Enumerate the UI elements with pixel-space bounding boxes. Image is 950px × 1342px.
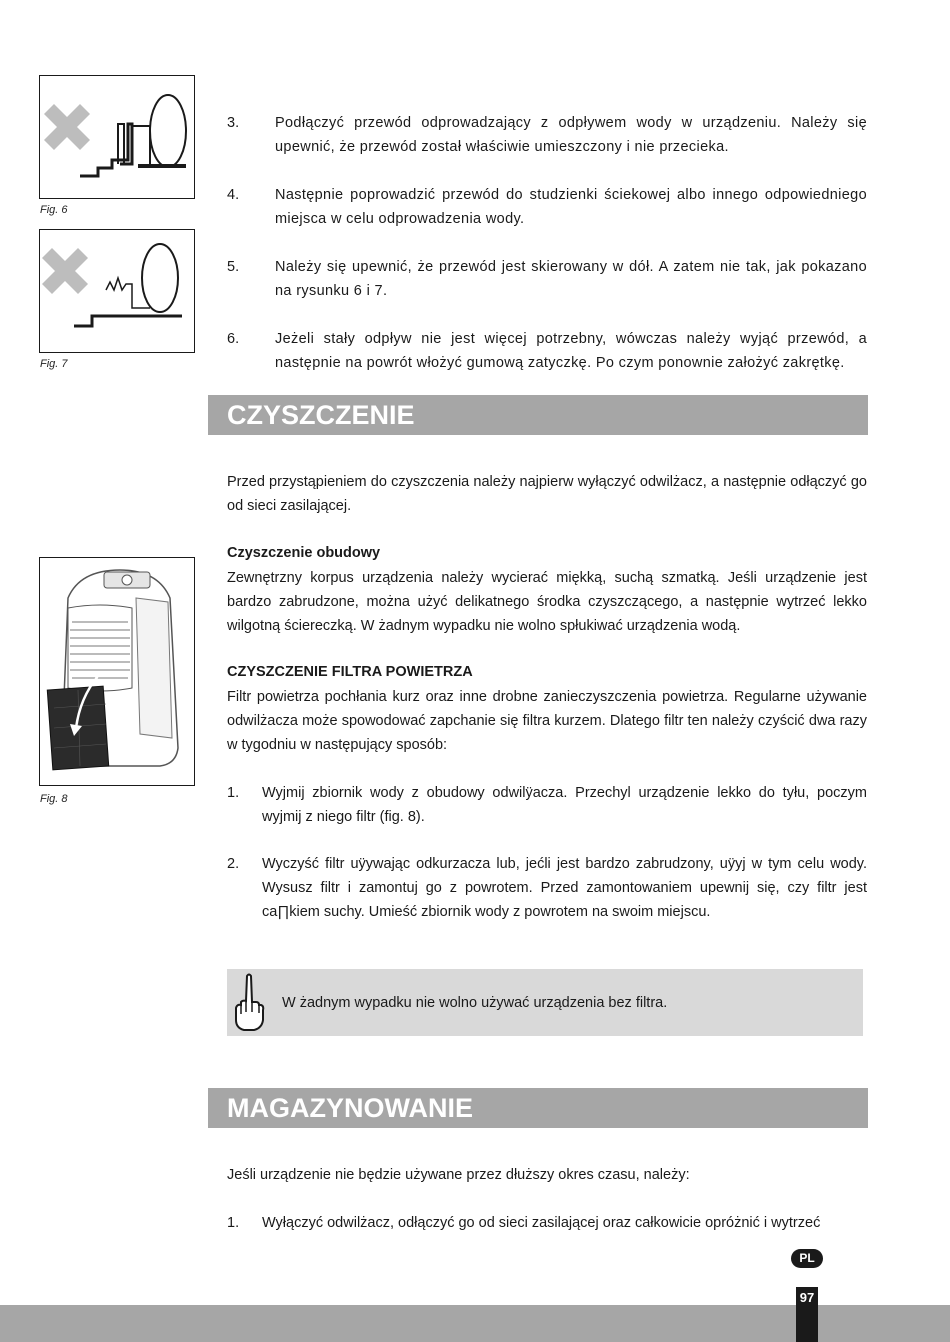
step-6-number: 6. bbox=[227, 331, 240, 347]
step-6-text: Jeżeli stały odpływ nie jest więcej potrzebny, wówczas należy wyjąć przewód, a następnie na powrót włożyć gumową zatyczkę. Po czym ponownie założyć zakrętkę. bbox=[275, 331, 867, 371]
filter-step-2-number: 2. bbox=[227, 856, 240, 872]
cross-icon bbox=[42, 248, 88, 294]
step-3-number: 3. bbox=[227, 115, 240, 131]
filter-step-1-number: 1. bbox=[227, 785, 240, 801]
storage-heading: MAGAZYNOWANIE bbox=[208, 1088, 868, 1128]
cleaning-intro: Przed przystąpieniem do czyszczenia należy najpierw wyłączyć odwilżacz, a następnie odłączyć go od sieci zasilającej. bbox=[227, 474, 867, 514]
housing-cleaning-text: Zewnętrzny korpus urządzenia należy wycierać miękką, suchą szmatką. Jeśli urządzenie jest bardzo zabrudzone, można użyć delikatnego środka czyszczącego, a następnie wytrzeć lekko wilgotną ściereczką. W żadnym wypadku nie wolno spłukiwać urządzenia wodą. bbox=[227, 570, 867, 634]
figure-7-image bbox=[39, 229, 195, 353]
filter-step-1-text: Wyjmij zbiornik wody z obudowy odwilÿacza. Przechyl urządzenie lekko do tyłu, poczym wyjmij z niego filtr (fig. 8). bbox=[262, 785, 867, 825]
language-badge: PL bbox=[791, 1249, 823, 1268]
figure-7-caption: Fig. 7 bbox=[40, 358, 68, 370]
filter-cleaning-text: Filtr powietrza pochłania kurz oraz inne drobne zanieczyszczenia powietrza. Regularne używanie odwilżacza może spowodować zapchanie się filtra kurzem. Dlatego filtr ten należy czyścić dwa razy w tygodniu w następujący sposób: bbox=[227, 689, 867, 753]
storage-step-1-number: 1. bbox=[227, 1215, 240, 1231]
step-5-number: 5. bbox=[227, 259, 240, 275]
step-6 bbox=[227, 327, 867, 375]
pointing-hand-icon bbox=[232, 972, 266, 1034]
step-4-number: 4. bbox=[227, 187, 240, 203]
cross-icon bbox=[44, 104, 90, 150]
filter-arrow-icon bbox=[47, 676, 108, 770]
filter-cleaning-heading: CZYSZCZENIE FILTRA POWIETRZA bbox=[227, 664, 473, 680]
filter-step-2-text: Wyczyść filtr uÿywając odkurzacza lub, jećli jest bardzo zabrudzony, uÿyj w tym celu wody. Wysusz filtr i zamontuj go z powrotem. Przed zamontowaniem upewnij się, czy filtr jest ca∏kiem suchy. Umieść zbiornik wody z powrotem na swoim miejscu. bbox=[262, 856, 867, 920]
step-3-text: Podłączyć przewód odprowadzający z odpływem wody w urządzeniu. Należy się upewnić, że przewód został właściwie umieszczony i nie przecieka. bbox=[275, 115, 867, 155]
figure-7-drawing bbox=[40, 230, 193, 351]
page-number: 97 bbox=[796, 1287, 818, 1342]
filter-step-2 bbox=[227, 852, 867, 924]
step-5-text: Należy się upewnić, że przewód jest skierowany w dół. A zatem nie tak, jak pokazano na rysunku 6 i 7. bbox=[275, 259, 867, 299]
filter-step-1 bbox=[227, 781, 867, 829]
storage-intro: Jeśli urządzenie nie będzie używane przez dłuższy okres czasu, należy: bbox=[227, 1167, 690, 1183]
figure-8-caption: Fig. 8 bbox=[40, 793, 68, 805]
cleaning-heading: CZYSZCZENIE bbox=[208, 395, 868, 435]
warning-note bbox=[227, 969, 863, 1036]
storage-step-1 bbox=[227, 1211, 867, 1235]
step-4-text: Następnie poprowadzić przewód do studzienki ściekowej albo innego odpowiedniego miejsca w celu odprowadzenia wody. bbox=[275, 187, 867, 227]
figure-6-drawing bbox=[40, 76, 193, 197]
housing-cleaning-heading: Czyszczenie obudowy bbox=[227, 545, 381, 561]
step-3 bbox=[227, 111, 867, 159]
figure-6-caption: Fig. 6 bbox=[40, 204, 68, 216]
warning-note-text: W żadnym wypadku nie wolno używać urządzenia bez filtra. bbox=[282, 995, 668, 1011]
figure-6-image bbox=[39, 75, 195, 199]
step-4 bbox=[227, 183, 867, 231]
figure-8-image bbox=[39, 557, 195, 786]
step-5 bbox=[227, 255, 867, 303]
storage-step-1-text: Wyłączyć odwilżacz, odłączyć go od sieci zasilającej oraz całkowicie opróżnić i wytrzeć bbox=[262, 1215, 821, 1231]
figure-8-drawing bbox=[40, 558, 193, 784]
